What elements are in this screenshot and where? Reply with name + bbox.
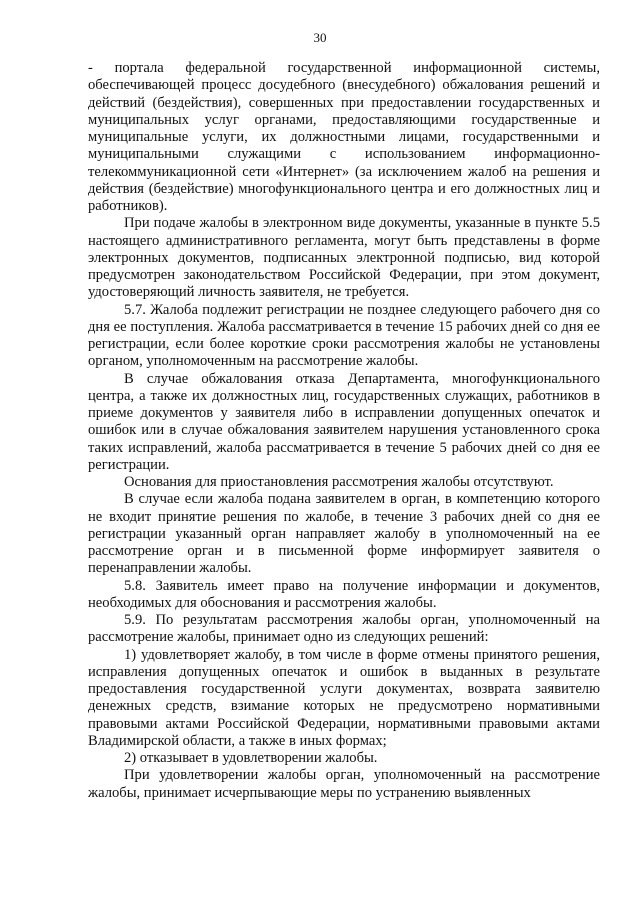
- paragraph: 5.8. Заявитель имеет право на получение информации и документов, необходимых для обоснования и рассмотрения жалобы.: [88, 577, 600, 611]
- paragraph: 5.7. Жалоба подлежит регистрации не позднее следующего рабочего дня со дня ее поступления. Жалоба рассматривается в течение 15 рабочих дней со дня ее регистрации, если более короткие сроки рассмотрения жалобы не установлены органом, уполномоченным на рассмотрение жалобы.: [88, 301, 600, 370]
- paragraph: В случае обжалования отказа Департамента, многофункционального центра, а также их должностных лиц, государственных служащих, работников в приеме документов у заявителя либо в исправлении допущенных опечаток и ошибок или в случае обжалования заявителем нарушения установленного срока таких исправлений, жалоба рассматривается в течение 5 рабочих дней со дня ее регистрации.: [88, 370, 600, 473]
- page-number: 30: [313, 30, 327, 45]
- paragraph: При удовлетворении жалобы орган, уполномоченный на рассмотрение жалобы, принимает исчерпывающие меры по устранению выявленных: [88, 767, 600, 801]
- paragraph: 2) отказывает в удовлетворении жалобы.: [124, 750, 378, 766]
- paragraph: При подаче жалобы в электронном виде документы, указанные в пункте 5.5 настоящего административного регламента, могут быть представлены в форме электронных документов, подписанных электронной подписью, вид которой предусмотрен законодательством Российской Федерации, при этом документ, удостоверяющий личность заявителя, не требуется.: [88, 215, 600, 301]
- document-body: [88, 60, 600, 802]
- paragraph: 1) удовлетворяет жалобу, в том числе в форме отмены принятого решения, исправления допущенных опечаток и ошибок в выданных в результате предоставления государственной услуги документах, возврата заявителю денежных средств, взимание которых не предусмотрено нормативными правовыми актами Российской Федерации, нормативными правовыми актами Владимирской области, а также в иных формах;: [88, 646, 600, 749]
- paragraph: - портала федеральной государственной информационной системы, обеспечивающей процесс досудебного (внесудебного) обжалования решений и действий (бездействия), совершенных при предоставлении государственных и муниципальных услуг органами, предоставляющими государственные и муниципальные услуги, их должностными лицами, государственными и муниципальными служащими с использованием информационно-телекоммуникационной сети «Интернет» (за исключением жалоб на решения и действия (бездействие) многофункционального центра и его должностных лиц и работников).: [88, 60, 600, 214]
- paragraph: Основания для приостановления рассмотрения жалобы отсутствуют.: [124, 474, 554, 490]
- paragraph: 5.9. По результатам рассмотрения жалобы орган, уполномоченный на рассмотрение жалобы, принимает одно из следующих решений:: [88, 612, 600, 646]
- paragraph: В случае если жалоба подана заявителем в орган, в компетенцию которого не входит принятие решения по жалобе, в течение 3 рабочих дней со дня ее регистрации указанный орган направляет жалобу в уполномоченный на ее рассмотрение орган и в письменной форме информирует заявителя о перенаправлении жалобы.: [88, 491, 600, 577]
